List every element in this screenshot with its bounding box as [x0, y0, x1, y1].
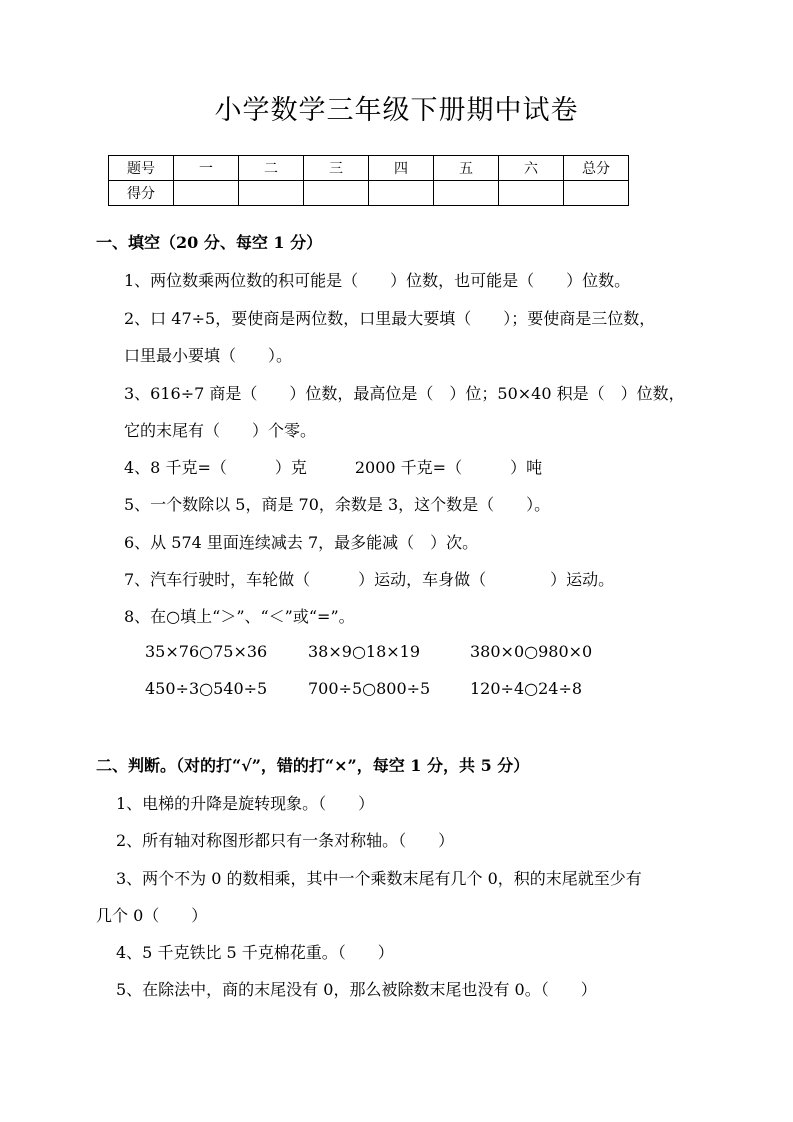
- s1-question-1: 1、两位数乘两位数的积可能是（ ）位数，也可能是（ ）位数。: [124, 271, 631, 290]
- compare-item: 120÷4○24÷8: [470, 679, 583, 698]
- s2-question-3-line1: 3、两个不为 0 的数相乘，其中一个乘数末尾有几个 0，积的末尾就至少有: [116, 869, 642, 888]
- s1-question-3-line1: 3、616÷7 商是（ ）位数，最高位是（ ）位；50×40 积是（ ）位数，: [124, 384, 685, 403]
- page-title: 小学数学三年级下册期中试卷: [214, 95, 579, 126]
- score-cell[interactable]: [304, 181, 369, 206]
- score-cell[interactable]: [499, 181, 564, 206]
- s2-question-5: 5、在除法中，商的末尾没有 0，那么被除数末尾也没有 0。（ ）: [116, 980, 597, 999]
- s1-question-3-line2: 它的末尾有（ ）个零。: [124, 421, 317, 440]
- score-table: [108, 155, 629, 206]
- header-cell: 三: [304, 156, 369, 181]
- s1-question-5: 5、一个数除以 5，商是 70，余数是 3，这个数是（ ）。: [124, 495, 551, 514]
- s1-question-2-line2: 口里最小要填（ ）。: [124, 346, 293, 365]
- s2-question-4: 4、5 千克铁比 5 千克棉花重。（ ）: [116, 943, 394, 962]
- compare-item: 38×9○18×19: [308, 642, 421, 661]
- score-cell[interactable]: [564, 181, 629, 206]
- s1-question-8: 8、在○填上“＞”、“＜”或“=”。: [124, 607, 355, 626]
- s1-question-4: 4、8 千克=（ ）克 2000 千克=（ ）吨: [124, 458, 543, 477]
- score-cell[interactable]: [434, 181, 499, 206]
- section1-heading: 一、填空（20 分、每空 1 分）: [96, 233, 323, 252]
- header-cell: 六: [499, 156, 564, 181]
- score-cell[interactable]: [369, 181, 434, 206]
- header-cell: 总分: [564, 156, 629, 181]
- s1-question-7: 7、汽车行驶时，车轮做（ ）运动，车身做（ ）运动。: [124, 570, 615, 589]
- s1-question-6: 6、从 574 里面连续减去 7，最多能减（ ）次。: [124, 533, 479, 552]
- header-cell: 题号: [109, 156, 174, 181]
- score-label-cell: 得分: [109, 181, 174, 206]
- s2-question-1: 1、电梯的升降是旋转现象。（ ）: [116, 794, 375, 813]
- compare-item: 35×76○75×36: [145, 642, 268, 661]
- header-cell: 四: [369, 156, 434, 181]
- compare-item: 380×0○980×0: [470, 642, 593, 661]
- header-cell: 二: [239, 156, 304, 181]
- header-cell: 一: [174, 156, 239, 181]
- score-cell[interactable]: [239, 181, 304, 206]
- score-table-score-row: [109, 181, 629, 206]
- s2-question-3-line2: 几个 0（ ）: [96, 906, 208, 925]
- score-table-header-row: [109, 156, 629, 181]
- compare-item: 700÷5○800÷5: [308, 679, 431, 698]
- score-cell[interactable]: [174, 181, 239, 206]
- s1-question-2-line1: 2、口 47÷5，要使商是两位数，口里最大要填（ ）；要使商是三位数，: [124, 309, 656, 328]
- header-cell: 五: [434, 156, 499, 181]
- section2-heading: 二、判断。（对的打“√”，错的打“×”，每空 1 分，共 5 分）: [96, 756, 530, 775]
- s2-question-2: 2、所有轴对称图形都只有一条对称轴。（ ）: [116, 831, 455, 850]
- compare-item: 450÷3○540÷5: [145, 679, 268, 698]
